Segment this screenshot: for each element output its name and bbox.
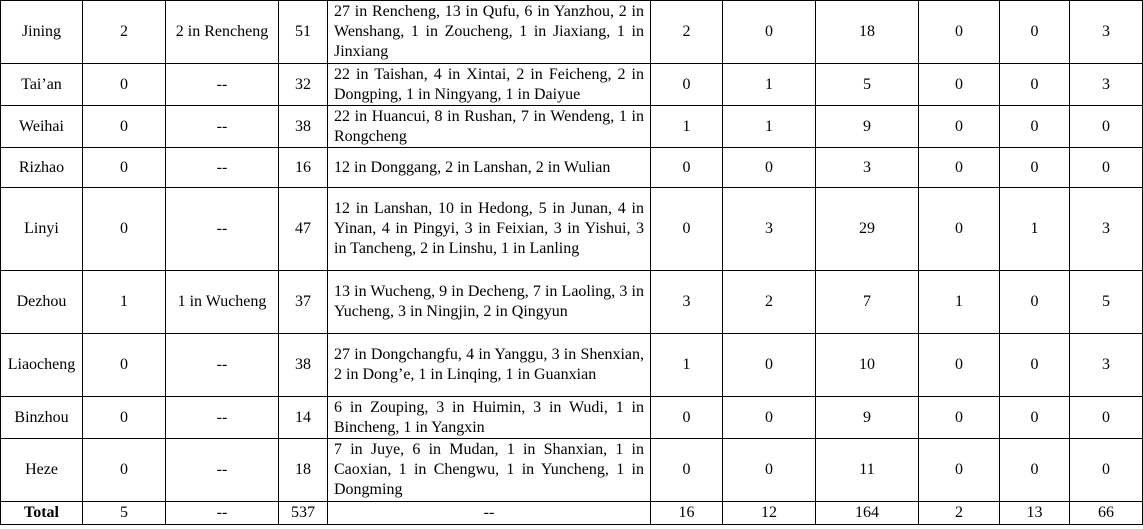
detail-cell: 6 in Zouping, 3 in Huimin, 3 in Wudi, 1 in Bincheng, 1 in Yangxin <box>328 397 651 439</box>
value-cell: 7 <box>816 271 919 334</box>
city-cell: Weihai <box>1 106 83 148</box>
value-cell: 0 <box>1000 271 1070 334</box>
detail-cell: 27 in Rencheng, 13 in Qufu, 6 in Yanzhou, 2 in Wenshang, 1 in Zoucheng, 1 in Jiaxiang, 1 in Jinxiang <box>328 1 651 64</box>
value-cell: 2 <box>83 1 166 64</box>
detail-cell: 22 in Huancui, 8 in Rushan, 7 in Wendeng, 1 in Rongcheng <box>328 106 651 148</box>
city-cell: Jining <box>1 1 83 64</box>
detail-cell: 12 in Donggang, 2 in Lanshan, 2 in Wulian <box>328 148 651 188</box>
value-cell: 0 <box>919 1 1000 64</box>
value-cell: 1 <box>651 106 723 148</box>
value-cell: 0 <box>1070 397 1143 439</box>
value-cell: -- <box>166 188 279 271</box>
value-cell: 16 <box>279 148 328 188</box>
value-cell: 5 <box>816 64 919 106</box>
value-cell: 38 <box>279 106 328 148</box>
value-cell: 0 <box>1000 439 1070 502</box>
city-cell: Rizhao <box>1 148 83 188</box>
value-cell: 0 <box>83 64 166 106</box>
value-cell: 0 <box>723 334 816 397</box>
value-cell: -- <box>166 148 279 188</box>
value-cell: 1 <box>723 64 816 106</box>
value-cell: 3 <box>1070 334 1143 397</box>
value-cell: 5 <box>1070 271 1143 334</box>
value-cell: 0 <box>1070 106 1143 148</box>
value-cell: 0 <box>1000 148 1070 188</box>
value-cell: 0 <box>83 106 166 148</box>
value-cell: 0 <box>83 334 166 397</box>
detail-cell: 7 in Juye, 6 in Mudan, 1 in Shanxian, 1 in Caoxian, 1 in Chengwu, 1 in Yuncheng, 1 in Dongming <box>328 439 651 502</box>
total-cell: -- <box>328 502 651 525</box>
value-cell: 0 <box>1000 1 1070 64</box>
value-cell: -- <box>166 439 279 502</box>
value-cell: 0 <box>723 439 816 502</box>
table-body <box>1 1 1143 525</box>
total-row <box>1 502 1143 525</box>
value-cell: 18 <box>816 1 919 64</box>
value-cell: 0 <box>1000 106 1070 148</box>
value-cell: 0 <box>83 188 166 271</box>
value-cell: 1 <box>1000 188 1070 271</box>
value-cell: 0 <box>651 397 723 439</box>
table-row <box>1 271 1143 334</box>
table-row <box>1 439 1143 502</box>
value-cell: 0 <box>723 1 816 64</box>
value-cell: 0 <box>1000 397 1070 439</box>
table-row <box>1 334 1143 397</box>
table-row <box>1 1 1143 64</box>
value-cell: 29 <box>816 188 919 271</box>
total-cell: 13 <box>1000 502 1070 525</box>
value-cell: 10 <box>816 334 919 397</box>
detail-cell: 13 in Wucheng, 9 in Decheng, 7 in Laoling, 3 in Yucheng, 3 in Ningjin, 2 in Qingyun <box>328 271 651 334</box>
value-cell: 1 <box>723 106 816 148</box>
value-cell: 0 <box>1000 334 1070 397</box>
total-cell: 16 <box>651 502 723 525</box>
city-cell: Liaocheng <box>1 334 83 397</box>
value-cell: 2 <box>723 271 816 334</box>
city-cell: Heze <box>1 439 83 502</box>
value-cell: 1 <box>83 271 166 334</box>
value-cell: 3 <box>816 148 919 188</box>
value-cell: 0 <box>1070 439 1143 502</box>
value-cell: 9 <box>816 106 919 148</box>
value-cell: 47 <box>279 188 328 271</box>
total-cell: 164 <box>816 502 919 525</box>
value-cell: 0 <box>83 148 166 188</box>
total-cell: 2 <box>919 502 1000 525</box>
value-cell: 2 in Rencheng <box>166 1 279 64</box>
value-cell: 0 <box>83 397 166 439</box>
value-cell: 9 <box>816 397 919 439</box>
value-cell: 18 <box>279 439 328 502</box>
city-cell: Tai’an <box>1 64 83 106</box>
value-cell: 0 <box>919 106 1000 148</box>
city-cell: Linyi <box>1 188 83 271</box>
value-cell: 0 <box>651 439 723 502</box>
value-cell: 0 <box>919 334 1000 397</box>
total-cell: 66 <box>1070 502 1143 525</box>
value-cell: 0 <box>723 148 816 188</box>
value-cell: -- <box>166 397 279 439</box>
table-row <box>1 106 1143 148</box>
value-cell: 3 <box>1070 64 1143 106</box>
value-cell: 1 <box>919 271 1000 334</box>
value-cell: 0 <box>919 439 1000 502</box>
value-cell: 3 <box>723 188 816 271</box>
value-cell: 0 <box>919 397 1000 439</box>
detail-cell: 12 in Lanshan, 10 in Hedong, 5 in Junan, 4 in Yinan, 4 in Pingyi, 3 in Feixian, 3 in Yishui, 3 in Tancheng, 2 in Linshu, 1 in Lanling <box>328 188 651 271</box>
table-row <box>1 148 1143 188</box>
value-cell: 2 <box>651 1 723 64</box>
value-cell: -- <box>166 106 279 148</box>
value-cell: 11 <box>816 439 919 502</box>
value-cell: 0 <box>651 64 723 106</box>
value-cell: 1 <box>651 334 723 397</box>
value-cell: 0 <box>651 148 723 188</box>
city-cell: Dezhou <box>1 271 83 334</box>
total-cell: 5 <box>83 502 166 525</box>
value-cell: 0 <box>723 397 816 439</box>
value-cell: 0 <box>919 64 1000 106</box>
value-cell: 3 <box>651 271 723 334</box>
value-cell: -- <box>166 64 279 106</box>
value-cell: 0 <box>919 148 1000 188</box>
value-cell: 37 <box>279 271 328 334</box>
value-cell: 0 <box>83 439 166 502</box>
table-row <box>1 397 1143 439</box>
total-cell: 537 <box>279 502 328 525</box>
value-cell: 14 <box>279 397 328 439</box>
total-cell: 12 <box>723 502 816 525</box>
value-cell: 3 <box>1070 1 1143 64</box>
value-cell: 3 <box>1070 188 1143 271</box>
value-cell: 1 in Wucheng <box>166 271 279 334</box>
value-cell: 38 <box>279 334 328 397</box>
value-cell: 0 <box>1070 148 1143 188</box>
value-cell: 0 <box>1000 64 1070 106</box>
value-cell: 51 <box>279 1 328 64</box>
detail-cell: 27 in Dongchangfu, 4 in Yanggu, 3 in Shenxian, 2 in Dong’e, 1 in Linqing, 1 in Guanxian <box>328 334 651 397</box>
value-cell: 0 <box>919 188 1000 271</box>
table-row <box>1 64 1143 106</box>
value-cell: -- <box>166 334 279 397</box>
city-cell: Binzhou <box>1 397 83 439</box>
value-cell: 32 <box>279 64 328 106</box>
total-cell: -- <box>166 502 279 525</box>
total-label: Total <box>1 502 83 525</box>
value-cell: 0 <box>651 188 723 271</box>
table-row <box>1 188 1143 271</box>
detail-cell: 22 in Taishan, 4 in Xintai, 2 in Feicheng, 2 in Dongping, 1 in Ningyang, 1 in Daiyue <box>328 64 651 106</box>
